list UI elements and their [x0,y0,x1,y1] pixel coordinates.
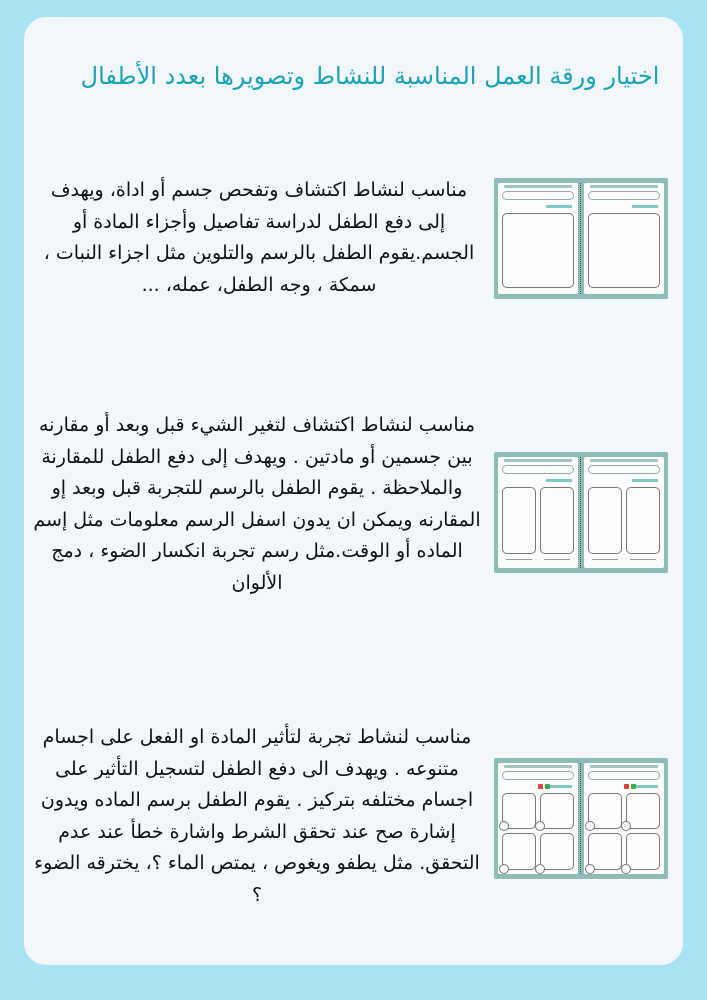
section-1-description: مناسب لنشاط اكتشاف وتفحص جسم أو اداة، ويهدف إلى دفع الطفل لدراسة تفاصيل وأجزاء المادة أو الجسم.يقوم الطفل بالرسم والتلوين مثل اجزاء النبات ، سمكة ، وجه الطفل، عمله، ... [43,179,475,296]
page-title: اختيار ورقة العمل المناسبة للنشاط وتصويرها بعدد الأطفال [80,62,660,90]
worksheet-page-left [498,457,578,568]
section-3-description: مناسب لنشاط تجربة لتأثير المادة او الفعل على اجسام متنوعه . ويهدف الى دفع الطفل لتسجيل التأثير على اجسام مختلفه بتركيز . يقوم الطفل برسم الماده ويدون إشارة صح عند تحقق الشرط واشارة خطأ عند عدم التحقق. مثل يطفو ويغوص ، يمتص الماء ؟، يخترقه الضوء ؟ [34,726,480,906]
worksheet-page-left [498,763,578,874]
worksheet-page-right [584,763,664,874]
worksheet-page-right [584,457,664,568]
worksheet-page-right [584,183,664,294]
worksheet-thumbnail-four-frames [494,758,668,879]
worksheet-thumbnail-two-frames [494,452,668,573]
worksheet-page-left [498,183,578,294]
worksheet-thumbnail-single-frame [494,178,668,299]
section-2-description: مناسب لنشاط اكتشاف لتغير الشيء قبل وبعد أو مقارنه بين جسمين أو مادتين . ويهدف إلى دفع الطفل للمقارنة والملاحظة . يقوم الطفل بالرسم للتجربة قبل وبعد إو المقارنه ويمكن ان يدون اسفل الرسم معلومات مثل إسم الماده أو الوقت.مثل رسم تجربة انكسار الضوء ، دمج الألوان [33,414,481,594]
